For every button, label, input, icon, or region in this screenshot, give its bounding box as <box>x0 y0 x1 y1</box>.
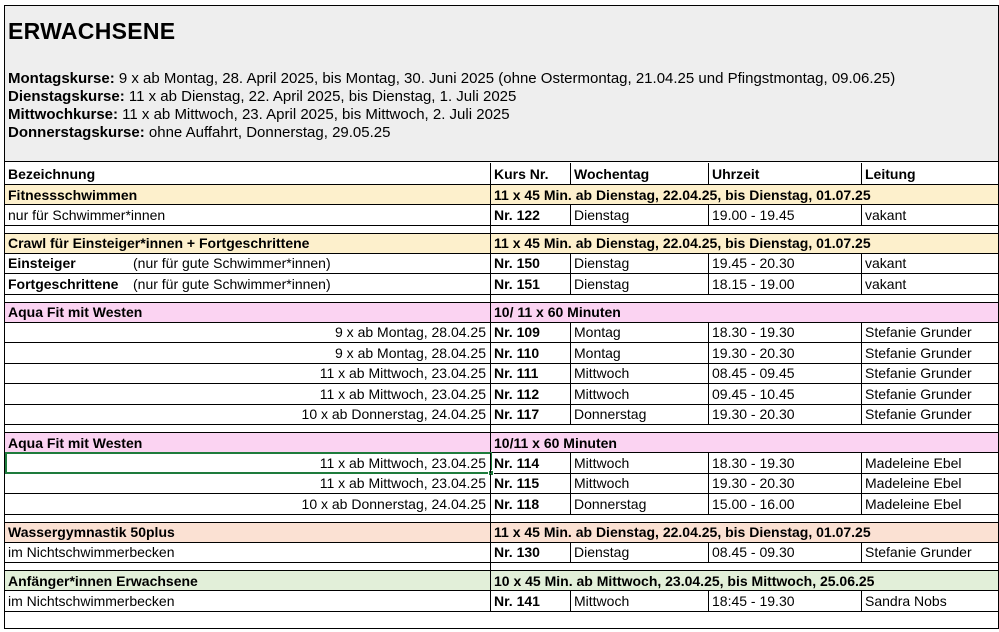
table-row <box>5 384 998 405</box>
section-row <box>5 433 998 453</box>
course-label: Fortgeschrittene <box>8 275 119 292</box>
course-label: nur für Schwimmer*innen <box>8 206 166 223</box>
spacer-cell <box>490 226 570 233</box>
table-row <box>5 405 998 426</box>
table-row <box>5 323 998 344</box>
course-label-cell[interactable] <box>5 384 490 404</box>
section-title[interactable]: Wassergymnastik 50plus <box>8 524 175 540</box>
instructor-cell[interactable]: Stefanie Grunder <box>861 364 998 384</box>
course-table <box>5 163 998 612</box>
course-note: (nur für gute Schwimmer*innen) <box>133 255 331 272</box>
instructor-cell[interactable]: Stefanie Grunder <box>861 543 998 563</box>
section-info[interactable]: 10/ 11 x 60 Minuten <box>490 303 998 322</box>
course-number-cell[interactable]: Nr. 111 <box>490 364 570 384</box>
instructor-cell[interactable]: Madeleine Ebel <box>861 453 998 473</box>
course-label: 9 x ab Montag, 28.04.25 <box>335 324 486 341</box>
course-number-cell[interactable]: Nr. 112 <box>490 384 570 404</box>
section-title[interactable]: Crawl für Einsteiger*innen + Fortgeschrittene <box>8 235 310 251</box>
instructor-cell[interactable]: Stefanie Grunder <box>861 343 998 363</box>
course-label: 10 x ab Donnerstag, 24.04.25 <box>301 406 486 423</box>
time-cell[interactable]: 18.30 - 19.30 <box>708 323 861 343</box>
table-row <box>5 494 998 515</box>
course-number-cell[interactable]: Nr. 114 <box>490 453 570 473</box>
section-title[interactable]: Aqua Fit mit Westen <box>8 434 143 451</box>
time-cell[interactable]: 08.45 - 09.45 <box>708 364 861 384</box>
course-label: 9 x ab Montag, 28.04.25 <box>335 344 486 361</box>
course-label-cell[interactable] <box>5 364 490 384</box>
spreadsheet <box>4 5 999 629</box>
weekday-cell[interactable]: Montag <box>570 343 708 363</box>
course-number-cell[interactable]: Nr. 151 <box>490 274 570 294</box>
schedule-line-monday[interactable]: Montagskurse: 9 x ab Montag, 28. April 2025, bis Montag, 30. Juni 2025 (ohne Ostermontag, 21.04.25 und Pfingstmontag, 09.06.25) <box>8 70 896 87</box>
table-row <box>5 364 998 385</box>
weekday-cell[interactable]: Mittwoch <box>570 474 708 494</box>
time-cell[interactable]: 08.45 - 09.30 <box>708 543 861 563</box>
column-header-kurs-nr[interactable]: Kurs Nr. <box>490 163 570 184</box>
spacer-row <box>5 425 998 433</box>
time-cell[interactable]: 09.45 - 10.45 <box>708 384 861 404</box>
spacer-cell <box>490 515 570 522</box>
weekday-cell[interactable]: Dienstag <box>570 205 708 225</box>
column-header-uhrzeit[interactable]: Uhrzeit <box>708 163 861 184</box>
time-cell[interactable]: 19.30 - 20.30 <box>708 474 861 494</box>
course-number-cell[interactable]: Nr. 122 <box>490 205 570 225</box>
instructor-cell[interactable]: Stefanie Grunder <box>861 384 998 404</box>
table-row <box>5 274 998 295</box>
weekday-cell[interactable]: Mittwoch <box>570 591 708 611</box>
time-cell[interactable]: 19.00 - 19.45 <box>708 205 861 225</box>
section-info[interactable]: 11 x 45 Min. ab Dienstag, 22.04.25, bis Dienstag, 01.07.25 <box>490 234 998 253</box>
section-title[interactable]: Aqua Fit mit Westen <box>8 304 143 320</box>
course-number-cell[interactable]: Nr. 118 <box>490 494 570 514</box>
section-title[interactable]: Anfänger*innen Erwachsene <box>8 572 198 589</box>
table-row <box>5 205 998 226</box>
spacer-row <box>5 515 998 523</box>
course-label-cell[interactable] <box>5 323 490 343</box>
instructor-cell[interactable]: Stefanie Grunder <box>861 323 998 343</box>
weekday-cell[interactable]: Montag <box>570 323 708 343</box>
section-info[interactable]: 10 x 45 Min. ab Mittwoch, 23.04.25, bis Mittwoch, 25.06.25 <box>490 571 998 590</box>
section-info[interactable]: 11 x 45 Min. ab Dienstag, 22.04.25, bis Dienstag, 01.07.25 <box>490 185 998 204</box>
weekday-cell[interactable]: Dienstag <box>570 543 708 563</box>
section-row <box>5 234 998 254</box>
spacer-cell <box>490 563 570 570</box>
table-row <box>5 453 998 474</box>
course-number-cell[interactable]: Nr. 117 <box>490 405 570 425</box>
instructor-cell[interactable]: Madeleine Ebel <box>861 474 998 494</box>
section-info[interactable]: 10/11 x 60 Minuten <box>490 433 998 452</box>
schedule-line-thursday[interactable]: Donnerstagskurse: ohne Auffahrt, Donnerstag, 29.05.25 <box>8 124 391 141</box>
instructor-cell[interactable]: vakant <box>861 254 998 274</box>
weekday-cell[interactable]: Dienstag <box>570 274 708 294</box>
column-header-wochentag[interactable]: Wochentag <box>570 163 708 184</box>
instructor-cell[interactable]: Sandra Nobs <box>861 591 998 611</box>
course-number-cell[interactable]: Nr. 141 <box>490 591 570 611</box>
course-number-cell[interactable]: Nr. 115 <box>490 474 570 494</box>
course-label: 10 x ab Donnerstag, 24.04.25 <box>301 495 486 512</box>
spacer-row <box>5 295 998 303</box>
course-label: 11 x ab Mittwoch, 23.04.25 <box>319 365 486 382</box>
course-label-cell[interactable] <box>5 405 490 425</box>
spacer-cell <box>490 425 570 432</box>
course-note: (nur für gute Schwimmer*innen) <box>133 275 331 292</box>
course-number-cell[interactable]: Nr. 110 <box>490 343 570 363</box>
instructor-cell[interactable]: Madeleine Ebel <box>861 494 998 514</box>
course-label: Einsteiger <box>8 255 76 272</box>
course-number-cell[interactable]: Nr. 150 <box>490 254 570 274</box>
weekday-cell[interactable]: Mittwoch <box>570 364 708 384</box>
course-label: im Nichtschwimmerbecken <box>8 592 175 609</box>
course-label-cell[interactable] <box>5 274 490 294</box>
table-row <box>5 254 998 275</box>
section-row <box>5 571 998 591</box>
table-row <box>5 543 998 564</box>
course-label-cell[interactable] <box>5 591 490 611</box>
section-info[interactable]: 11 x 45 Min. ab Dienstag, 22.04.25, bis Dienstag, 01.07.25 <box>490 523 998 542</box>
course-label: 11 x ab Mittwoch, 23.04.25 <box>319 454 486 471</box>
weekday-cell[interactable]: Dienstag <box>570 254 708 274</box>
course-label-cell[interactable] <box>5 343 490 363</box>
page-title[interactable]: ERWACHSENE <box>8 18 176 44</box>
course-label-cell[interactable] <box>5 254 490 274</box>
course-label-cell[interactable] <box>5 474 490 494</box>
header-block <box>5 6 998 162</box>
instructor-cell[interactable]: vakant <box>861 274 998 294</box>
weekday-cell[interactable]: Donnerstag <box>570 405 708 425</box>
time-cell[interactable]: 18.15 - 19.00 <box>708 274 861 294</box>
section-row <box>5 303 998 323</box>
section-row <box>5 185 998 205</box>
weekday-cell[interactable]: Donnerstag <box>570 494 708 514</box>
instructor-cell[interactable]: vakant <box>861 205 998 225</box>
section-title[interactable]: Fitnessschwimmen <box>8 186 138 203</box>
schedule-line-tuesday[interactable]: Dienstagskurse: 11 x ab Dienstag, 22. April 2025, bis Dienstag, 1. Juli 2025 <box>8 88 517 105</box>
course-number-cell[interactable]: Nr. 109 <box>490 323 570 343</box>
course-label: im Nichtschwimmerbecken <box>8 544 175 561</box>
column-header-leitung[interactable]: Leitung <box>861 163 998 184</box>
course-label-cell[interactable] <box>5 205 490 225</box>
course-label: 11 x ab Mittwoch, 23.04.25 <box>319 385 486 402</box>
spacer-row <box>5 563 998 571</box>
time-cell[interactable]: 19.45 - 20.30 <box>708 254 861 274</box>
column-header-row <box>5 163 998 185</box>
course-label-cell[interactable] <box>5 494 490 514</box>
time-cell[interactable]: 15.00 - 16.00 <box>708 494 861 514</box>
table-row <box>5 591 998 612</box>
course-label-cell[interactable] <box>5 543 490 563</box>
course-label-cell[interactable] <box>5 453 490 473</box>
weekday-cell[interactable]: Mittwoch <box>570 453 708 473</box>
course-number-cell[interactable]: Nr. 130 <box>490 543 570 563</box>
instructor-cell[interactable]: Stefanie Grunder <box>861 405 998 425</box>
time-cell[interactable]: 19.30 - 20.30 <box>708 343 861 363</box>
spacer-row <box>5 226 998 234</box>
table-row <box>5 474 998 495</box>
time-cell[interactable]: 18:45 - 19.30 <box>708 591 861 611</box>
course-label: 11 x ab Mittwoch, 23.04.25 <box>319 475 486 492</box>
section-row <box>5 523 998 543</box>
table-body <box>5 185 998 612</box>
schedule-line-wednesday[interactable]: Mittwochkurse: 11 x ab Mittwoch, 23. April 2025, bis Mittwoch, 2. Juli 2025 <box>8 106 510 123</box>
weekday-cell[interactable]: Mittwoch <box>570 384 708 404</box>
time-cell[interactable]: 19.30 - 20.30 <box>708 405 861 425</box>
time-cell[interactable]: 18.30 - 19.30 <box>708 453 861 473</box>
table-row <box>5 343 998 364</box>
spacer-cell <box>490 295 570 302</box>
column-header-bezeichnung[interactable]: Bezeichnung <box>8 165 96 182</box>
